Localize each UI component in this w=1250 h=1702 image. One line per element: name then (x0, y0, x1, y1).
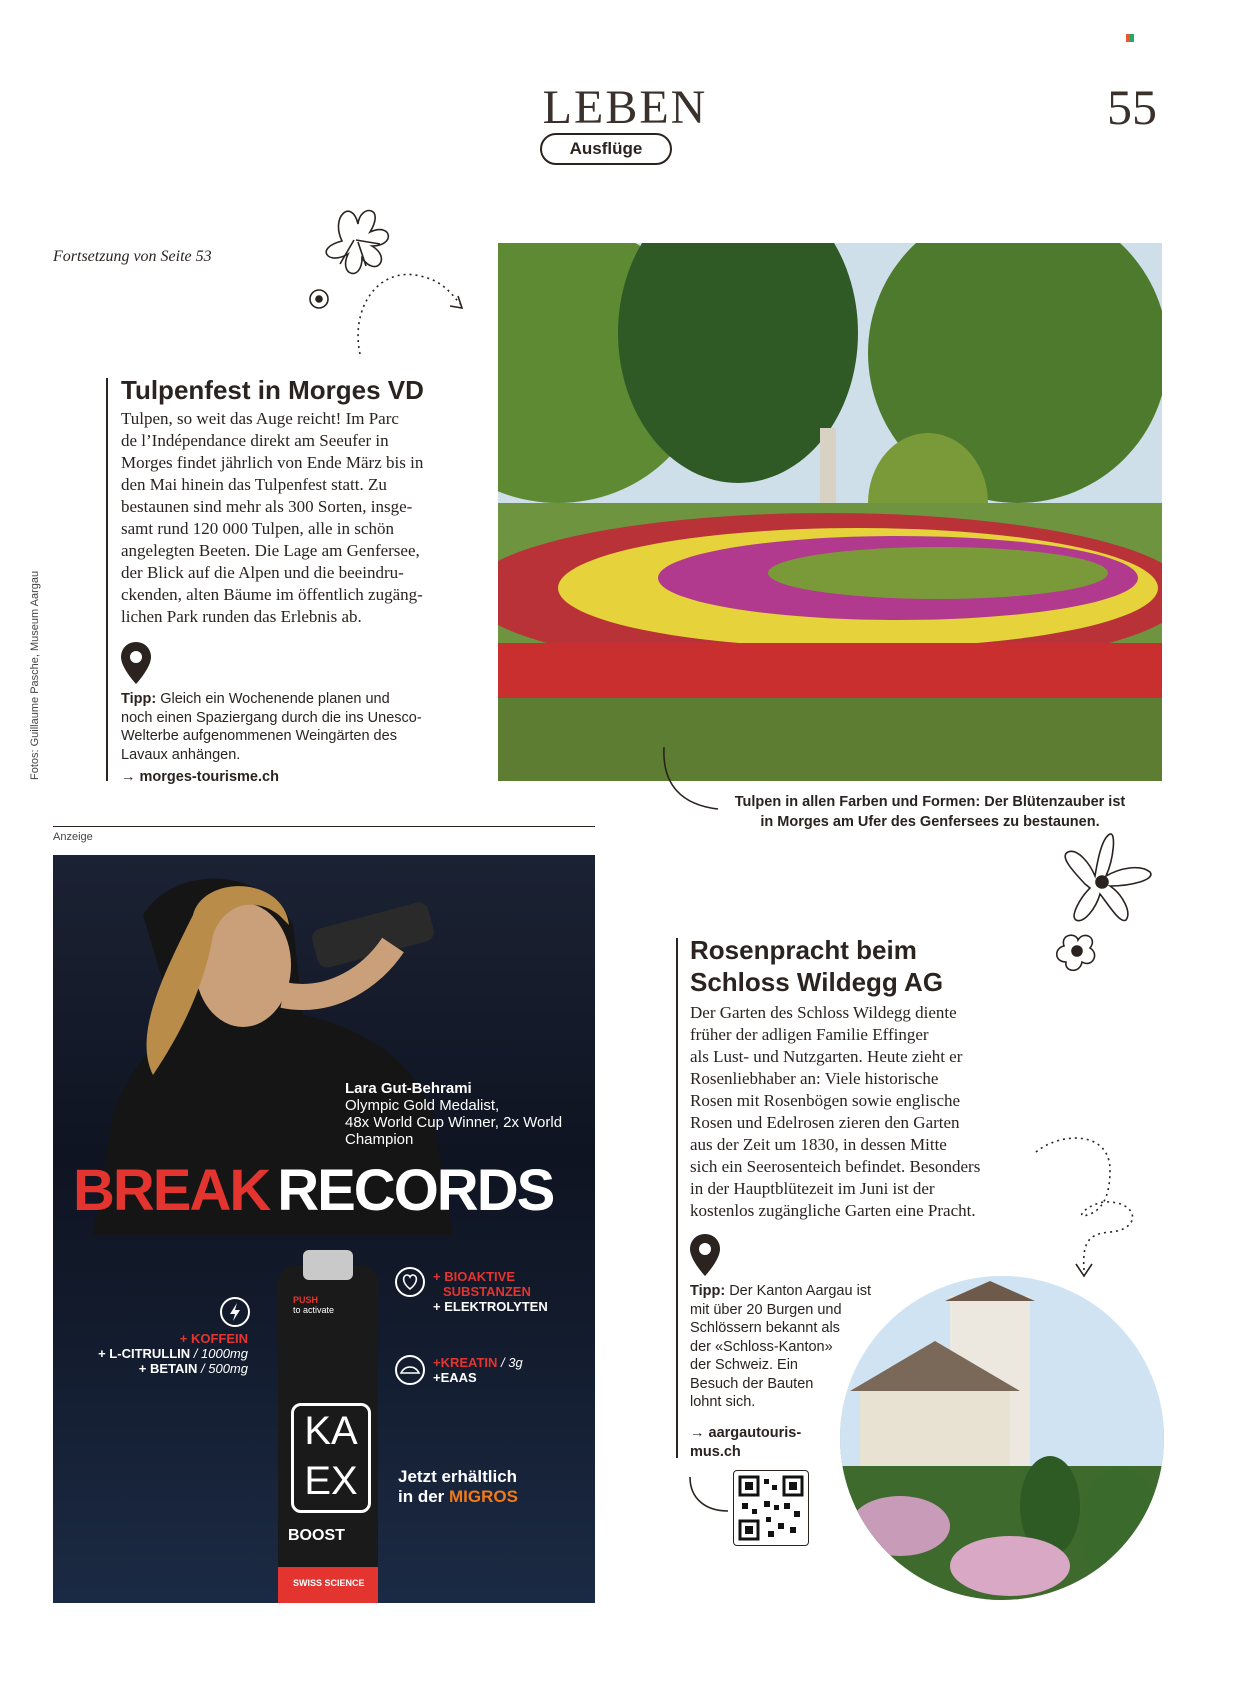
qr-pointer (688, 1475, 732, 1515)
dotted-arrow (358, 274, 460, 354)
photo-caption: Tulpen in allen Farben und Formen: Der Blütenzauber ist in Morges am Ufer des Genfersees zu bestaunen. (734, 794, 1126, 830)
ad-headline: BREAK RECORDS (73, 1158, 554, 1223)
qr-code-icon[interactable] (733, 1470, 809, 1546)
article1-title: Tulpenfest in Morges VD (121, 375, 424, 405)
article2-title: Rosenpracht beim Schloss Wildegg AG (690, 935, 944, 997)
right-features-2: +KREATIN / 3g +EAAS (433, 1355, 523, 1385)
small-flower-icon (310, 290, 328, 308)
cap-text: PUSH to activate (293, 1295, 335, 1315)
energy-icon (218, 1295, 252, 1329)
decorative-flower-arrow (300, 196, 500, 361)
availability: Jetzt erhältlich in der MIGROS (398, 1467, 518, 1506)
article2-body: Der Garten des Schloss Wildegg diente früher der adligen Familie Effinger als Lust- und Nutzgarten. Heute zieht er Rosenliebhaber an: Viele historische Rosen mit Rosenbögen sowie englische Rosen und Edelrosen zieren den Garten aus der Zeit um 1830, in dessen Mitte sich ein Seerosenteich befindet. Besonders in der Hauptblütezeit im Juni ist der kostenlos zugängliche Garten eine Pracht. (690, 1003, 981, 1220)
castle-garden-photo (840, 1276, 1164, 1600)
section-title: LEBEN (542, 81, 708, 134)
photo-credit: Fotos: Guillaume Pasche, Museum Aargau (29, 570, 41, 780)
muscle-icon (393, 1353, 427, 1387)
left-features: + KOFFEIN + L-CITRULLIN / 1000mg + BETAIN / 500mg (98, 1331, 248, 1376)
location-pin-icon (119, 640, 153, 686)
ad-divider (53, 826, 595, 827)
ad-label: Anzeige (53, 831, 93, 843)
bottle-label: SWISS SCIENCE (293, 1578, 365, 1588)
right-features-1: + BIOAKTIVE SUBSTANZEN + ELEKTROLYTEN (433, 1269, 548, 1314)
heart-icon (393, 1265, 427, 1299)
dotted-arrow-right (1030, 1130, 1140, 1280)
flower-icon (326, 211, 388, 274)
print-color-mark (1126, 34, 1134, 42)
bottle-cap (303, 1250, 353, 1280)
aargau-link[interactable]: → aargautouris- mus.ch (690, 1425, 802, 1460)
bottle-logo: KA EX (291, 1403, 371, 1513)
article1-tip: Tipp: Gleich ein Wochenende planen und noch einen Spaziergang durch die ins Unesco- Welterbe aufgenommenen Weingärten des Lavaux anhängen. (121, 691, 422, 763)
bottle-product: BOOST (288, 1527, 345, 1544)
kaex-advertisement[interactable] (53, 855, 595, 1603)
article2-tip: Tipp: Der Kanton Aargau ist mit über 20 Burgen und Schlössern bekannt als der «Schloss-Kanton» der Schweiz. Ein Besuch der Bauten lohnt sich. (690, 1283, 872, 1410)
page-number: 55 (1107, 79, 1157, 135)
subsection-pill: Ausflüge (540, 133, 672, 165)
morges-link[interactable]: → morges-tourisme.ch (121, 769, 279, 785)
decorative-flowers-right (1040, 828, 1160, 998)
article-rule-2 (676, 938, 678, 1458)
continuation-note: Fortsetzung von Seite 53 (53, 248, 212, 265)
location-pin-icon (688, 1232, 722, 1278)
tulip-photo (498, 243, 1162, 781)
flower-icon (1065, 834, 1151, 921)
article1-body: Tulpen, so weit das Auge reicht! Im Parc de l’Indépendance direkt am Seeufer in Morges findet jährlich von Ende März bis in den Mai hinein das Tulpenfest statt. Zu bestaunen sind mehr als 300 Sorten, insge- samt rund 120 000 Tulpen, alle in schön angelegten Beeten. Die Lage am Genfersee, der Blick auf die Alpen und die beeindru- ckenden, alten Bäume im öffentlich zugäng- lichen Park runden das Erlebnis ab. (121, 409, 424, 626)
article-rule (106, 378, 108, 781)
small-flower-icon (1057, 935, 1095, 970)
athlete-info: Lara Gut-Behrami Olympic Gold Medalist, 48x World Cup Winner, 2x World Champion (345, 1080, 563, 1148)
